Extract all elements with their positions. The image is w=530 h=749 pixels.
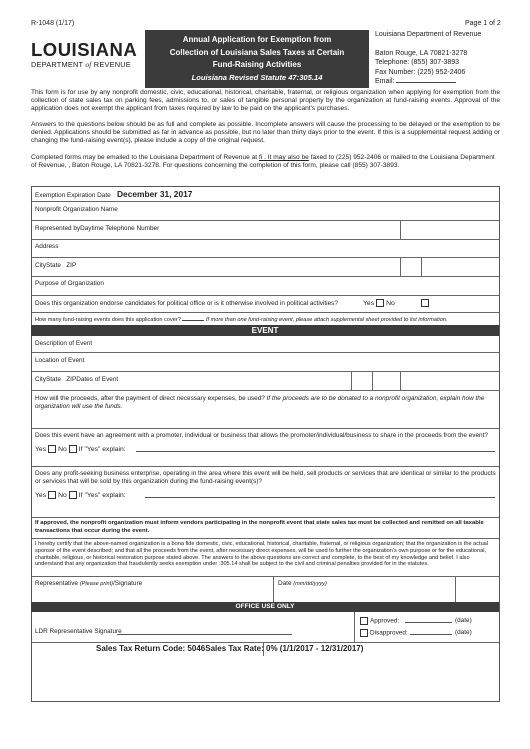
contact-phone: Telephone: (855) 307-3893 — [375, 59, 460, 66]
return-code: Sales Tax Return Code: 5046 — [96, 644, 206, 653]
signature-label: Representative (Please print)/Signature — [35, 580, 143, 587]
address-label: Address — [35, 243, 59, 250]
endorse-no-checkbox[interactable] — [421, 299, 429, 307]
contact-city: Baton Rouge, LA 70821-3278 — [375, 49, 468, 57]
event-city-state-zip-label: CityState ZIPDates of Event — [35, 376, 119, 383]
contact-fax: Fax Number: (225) 952-2406 — [375, 68, 466, 76]
intro-p1: This form is for use by any nonprofit domestic, civic, educational, historical, charitable, fraternal, or religious organization when applying for exemption from the collection of state sales tax on parking fees, admissions to, or sales of tangible personal property by the organization at fund-raising events. Approval of the application does not exempt the applicant from taxes required by law to be paid on the applicant's purchases. — [31, 89, 500, 113]
approved-date-label: (date) — [455, 617, 472, 624]
promoter-question: Does this event have an agreement with a promoter, individual or business that allows the promoter/individual/business to share in the proceeds from the event? — [35, 432, 488, 439]
exp-date-label: Exemption Expiration Date — [35, 192, 111, 199]
tax-rate: Sales Tax Rate: 0% (1/1/2017 - 12/31/2017) — [205, 644, 364, 653]
ldr-signature-label: LDR Representative Signature — [35, 628, 122, 635]
events-question: How many fund-raising events does this application cover? If more than one fund-raising event, please attach supplemental sheet provided to list information. — [35, 317, 448, 323]
org-name-label: Nonprofit Organization Name — [35, 206, 118, 213]
disapproved-line[interactable] — [410, 634, 452, 635]
purpose-label: Purpose of Organization — [35, 280, 104, 287]
disapproved-date-label: (date) — [455, 629, 472, 636]
promoter-answers: Yes No If "Yes" explain: — [35, 445, 126, 453]
endorse-question: Does this organization endorse candidates for political office or is it otherwise involved in political activities? — [35, 300, 338, 307]
form-title — [145, 30, 369, 88]
proceeds-question: How will the proceeds, after the payment of direct necessary expenses, be used? If the proceeds are to be donated to a nonprofit organization, explain how the organization will use the funds. — [35, 395, 485, 410]
vendor-notice: If approved, the nonprofit organization must inform vendors participating in the nonprofit event that state sales tax must be collected and remitted on all taxable transactions that occur during the event. — [35, 520, 484, 534]
intro-p3: Completed forms may be emailed to the Louisiana Department of Revenue at fi . It may also be faxed to (225) 952-2406 or mailed to the Louisiana Department of Revenue, , Baton Rouge, LA 70821-3278. For questions concerning the completion of this form, please call (855) 307-3893. — [31, 154, 495, 170]
return-code-line — [96, 644, 363, 653]
promoter-explain-line[interactable] — [136, 451, 495, 452]
page-number: Page 1 of 2 — [465, 20, 501, 27]
event-description-label: Description of Event — [35, 340, 93, 347]
logo — [31, 40, 141, 69]
endorse-yes-checkbox[interactable] — [376, 299, 384, 307]
business-question: Does any profit-seeking business enterprise, operating in the area where this event will be held, sell products or services that are identical or similar to the products or services that will be sold by this organization during the fund-raising event(s)? — [35, 470, 496, 485]
intro-p2: Answers to the questions below should be as full and complete as possible. Incomplete answers will cause the processing to be delayed or the exemption to be denied. Applications should be submitted as far in advance as possible, but no later than thirty days prior to the event. If this is a supplemental request adding or changing the fund-raising event(s), please include a copy of the original request. — [31, 121, 500, 145]
form-id: R-1048 (1/17) — [31, 20, 75, 27]
approved-row: Approved: — [358, 617, 399, 626]
title-line1: Annual Application for Exemption from — [182, 35, 332, 44]
endorse-yes[interactable]: Yes No — [363, 299, 395, 307]
event-band: EVENT — [31, 325, 499, 336]
office-use-band: OFFICE USE ONLY — [31, 602, 499, 612]
contact-email: Email: — [375, 78, 395, 85]
email-link[interactable]: fi . It may also be — [259, 154, 309, 161]
title-statute: Louisiana Revised Statute 47:305.14 — [191, 72, 323, 82]
title-line3: Fund-Raising Activities — [212, 60, 302, 69]
disapproved-row: Disapproved: — [358, 629, 408, 638]
logo-dept: DEPARTMENT of REVENUE — [31, 60, 131, 69]
certification-text: I hereby certify that the above-named organization is a bona fide domestic, civic, educational, historical, charitable, fraternal, or religious organization; that the organization is the actual sponsor of the event described; and that all the proceeds from the event, after necessary direct expenses, will be used to further the organization's own purpose or for the educational, charitable, religious, or historical restoration purpose stated above. The answers to the above questions are correct and complete, to the best of my knowledge and belief. I also understand that any organization that fraudulently seeks exemption under :305.14 shall be subject to the civil and criminal penalties provided for in the statutes. — [35, 541, 489, 568]
business-yes-checkbox[interactable] — [48, 491, 56, 499]
approved-checkbox[interactable] — [360, 617, 368, 625]
exp-date-value: December 31, 2017 — [117, 189, 193, 199]
business-answers: Yes No If "Yes" explain: — [35, 491, 126, 499]
ldr-signature-line[interactable] — [117, 634, 292, 635]
rep-label: Represented byDaytime Telephone Number — [35, 225, 160, 232]
form-box — [31, 186, 500, 702]
city-state-zip-label: CityState ZIP — [35, 262, 77, 269]
contact-org: Louisiana Department of Revenue — [375, 31, 482, 38]
date-label: Date (mm/dd/yyyy) — [278, 580, 327, 587]
event-location-label: Location of Event — [35, 357, 85, 364]
promoter-yes-checkbox[interactable] — [48, 445, 56, 453]
title-line2: Collection of Louisiana Sales Taxes at Certain — [169, 47, 345, 57]
contact-block — [375, 30, 500, 87]
logo-state: LOUISIANA — [31, 39, 138, 60]
business-no-checkbox[interactable] — [69, 491, 77, 499]
approved-line[interactable] — [405, 622, 452, 623]
promoter-no-checkbox[interactable] — [69, 445, 77, 453]
disapproved-checkbox[interactable] — [360, 629, 368, 637]
business-explain-line[interactable] — [145, 497, 495, 498]
